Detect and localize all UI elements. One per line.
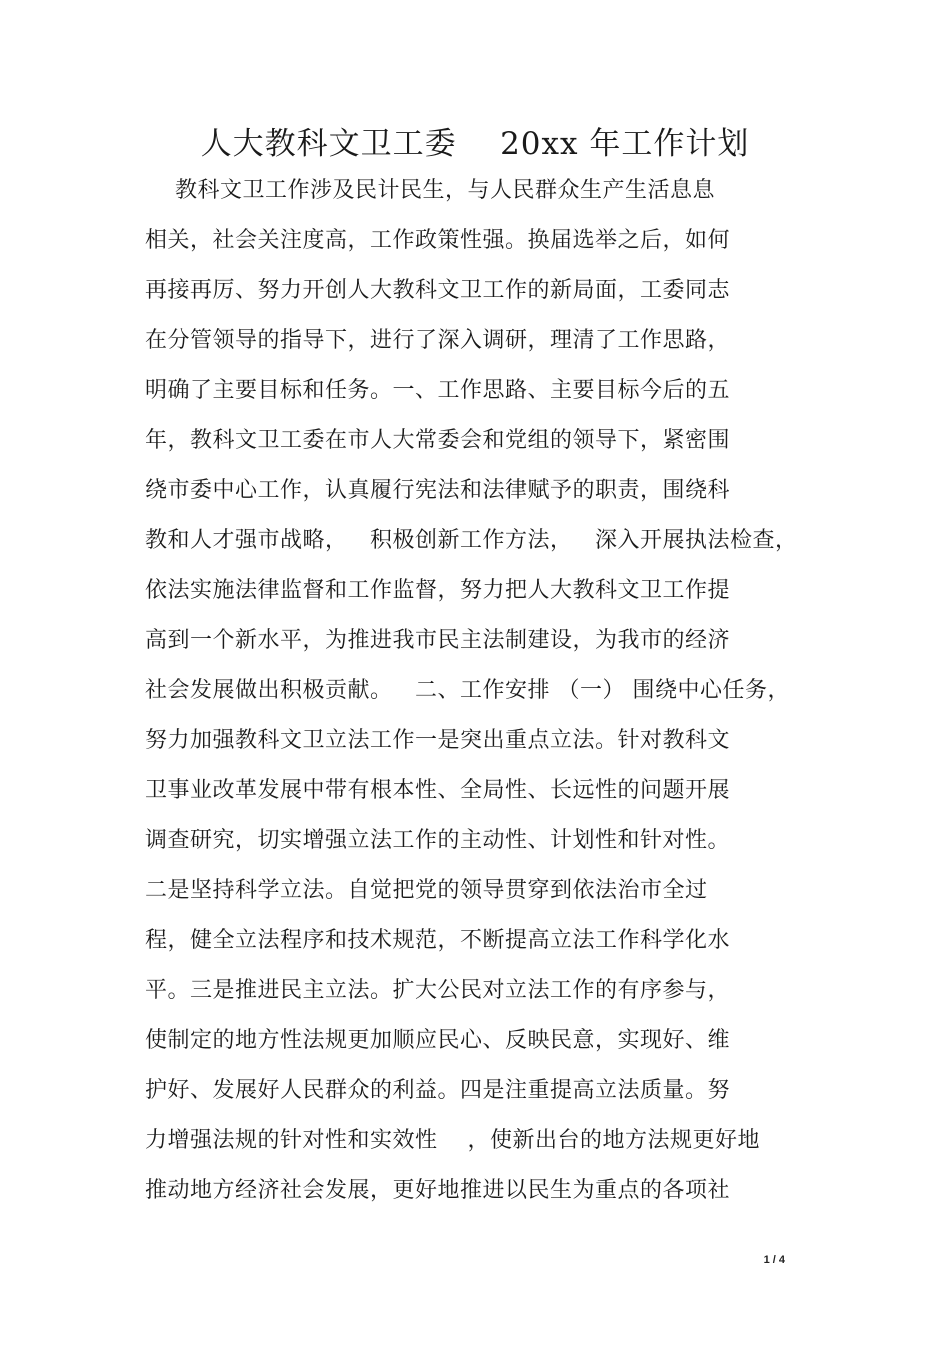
paragraph-line: 明确了主要目标和任务。一、工作思路、主要目标今后的五 [145, 378, 731, 403]
paragraph-line: 卫事业改革发展中带有根本性、全局性、长远性的问题开展 [145, 778, 731, 803]
paragraph-line: 相关，社会关注度高，工作政策性强。换届选举之后，如何 [145, 228, 731, 253]
paragraph-line: 高到一个新水平，为推进我市民主法制建设，为我市的经济 [145, 628, 731, 653]
document-title: 人大教科文卫工委 20xx 年工作计划 [200, 126, 750, 162]
paragraph-line: 使制定的地方性法规更加顺应民心、反映民意，实现好、维 [145, 1028, 731, 1053]
paragraph-line: 力增强法规的针对性和实效性 ，使新出台的地方法规更好地 [145, 1128, 760, 1153]
paragraph-line: 社会发展做出积极贡献。 二、工作安排 （一） 围绕中心任务， [145, 678, 790, 703]
page-number: 1 / 4 [763, 1254, 785, 1266]
paragraph-line: 教科文卫工作涉及民计民生，与人民群众生产生活息息 [145, 178, 715, 203]
paragraph-line: 护好、发展好人民群众的利益。四是注重提高立法质量。努 [145, 1078, 731, 1103]
paragraph-line: 再接再厉、努力开创人大教科文卫工作的新局面，工委同志 [145, 278, 731, 303]
paragraph-line: 二是坚持科学立法。自觉把党的领导贯穿到依法治市全过 [145, 878, 708, 903]
paragraph-line: 程，健全立法程序和技术规范，不断提高立法工作科学化水 [145, 928, 731, 953]
paragraph-line: 平。三是推进民主立法。扩大公民对立法工作的有序参与， [145, 978, 731, 1003]
paragraph-line: 绕市委中心工作，认真履行宪法和法律赋予的职责，围绕科 [145, 478, 731, 503]
paragraph-line: 教和人才强市战略， 积极创新工作方法， 深入开展执法检查， [145, 528, 798, 553]
paragraph-line: 依法实施法律监督和工作监督，努力把人大教科文卫工作提 [145, 578, 731, 603]
paragraph-line: 年，教科文卫工委在市人大常委会和党组的领导下，紧密围 [145, 428, 731, 453]
paragraph-line: 推动地方经济社会发展，更好地推进以民生为重点的各项社 [145, 1178, 731, 1203]
paragraph-line: 努力加强教科文卫立法工作一是突出重点立法。针对教科文 [145, 728, 731, 753]
paragraph-line: 在分管领导的指导下，进行了深入调研，理清了工作思路， [145, 328, 731, 353]
paragraph-line: 调查研究，切实增强立法工作的主动性、计划性和针对性。 [145, 828, 731, 853]
